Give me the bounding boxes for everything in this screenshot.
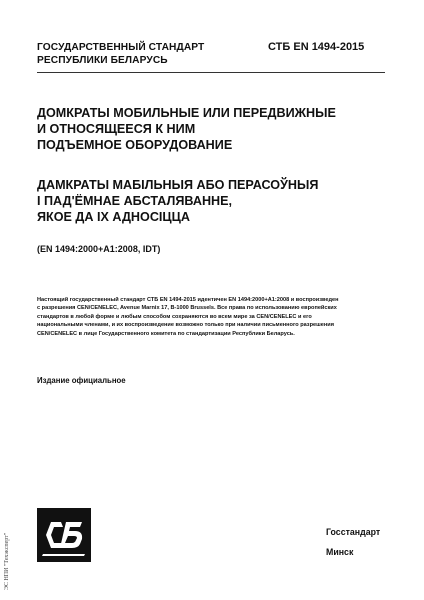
title-belarusian — [37, 177, 318, 225]
title-russian — [37, 105, 336, 153]
edition-label: Издание официальное — [37, 376, 126, 385]
notice-line: национальными членами, и их воспроизведение возможно только при наличии письменного разрешения — [37, 322, 334, 329]
org-line-2: РЕСПУБЛИКИ БЕЛАРУСЬ — [37, 55, 168, 66]
title-by-line-1: ДАМКРАТЫ МАБІЛЬНЫЯ АБО ПЕРАСОЎНЫЯ — [37, 178, 319, 192]
publication-city: Минск — [326, 547, 354, 557]
notice-line: CEN/CENELEC в лице Государственного комитета по стандартизации Республики Беларусь. — [37, 330, 295, 337]
copyright-notice — [37, 296, 385, 338]
title-by-line-2: І ПАД'ЁМНАЕ АБСТАЛЯВАННЕ, — [37, 194, 233, 208]
notice-line: Настоящий государственный стандарт СТБ EN 1494-2015 идентичен EN 1494:2000+A1:2008 и воспроизведен — [37, 297, 339, 303]
notice-line: с разрешения CEN/CENELEC, Avenue Marnix 17, B-1000 Brussels. Все права по использованию европейских — [37, 305, 337, 312]
side-watermark: ЭС НПИ "Техэксперт" — [4, 532, 10, 590]
title-ru-line-3: ПОДЪЕМНОЕ ОБОРУДОВАНИЕ — [37, 138, 233, 152]
issuing-organization — [37, 41, 204, 67]
title-ru-line-1: ДОМКРАТЫ МОБИЛЬНЫЕ ИЛИ ПЕРЕДВИЖНЫЕ — [37, 106, 336, 120]
title-by-line-3: ЯКОЕ ДА ІХ АДНОСІЦЦА — [37, 210, 190, 224]
title-ru-line-2: И ОТНОСЯЩЕЕСЯ К НИМ — [37, 122, 196, 136]
european-reference: (EN 1494:2000+A1:2008, IDT) — [37, 244, 161, 254]
header-divider — [37, 72, 385, 73]
publisher-name: Госстандарт — [326, 527, 381, 537]
org-line-1: ГОСУДАРСТВЕННЫЙ СТАНДАРТ — [37, 42, 205, 53]
standard-code: СТБ EN 1494-2015 — [268, 41, 365, 53]
notice-line: стандартов в любой форме и любым способом сохраняются во всем мире за CEN/CENELEC и его — [37, 313, 312, 320]
stb-logo-icon — [37, 508, 91, 562]
